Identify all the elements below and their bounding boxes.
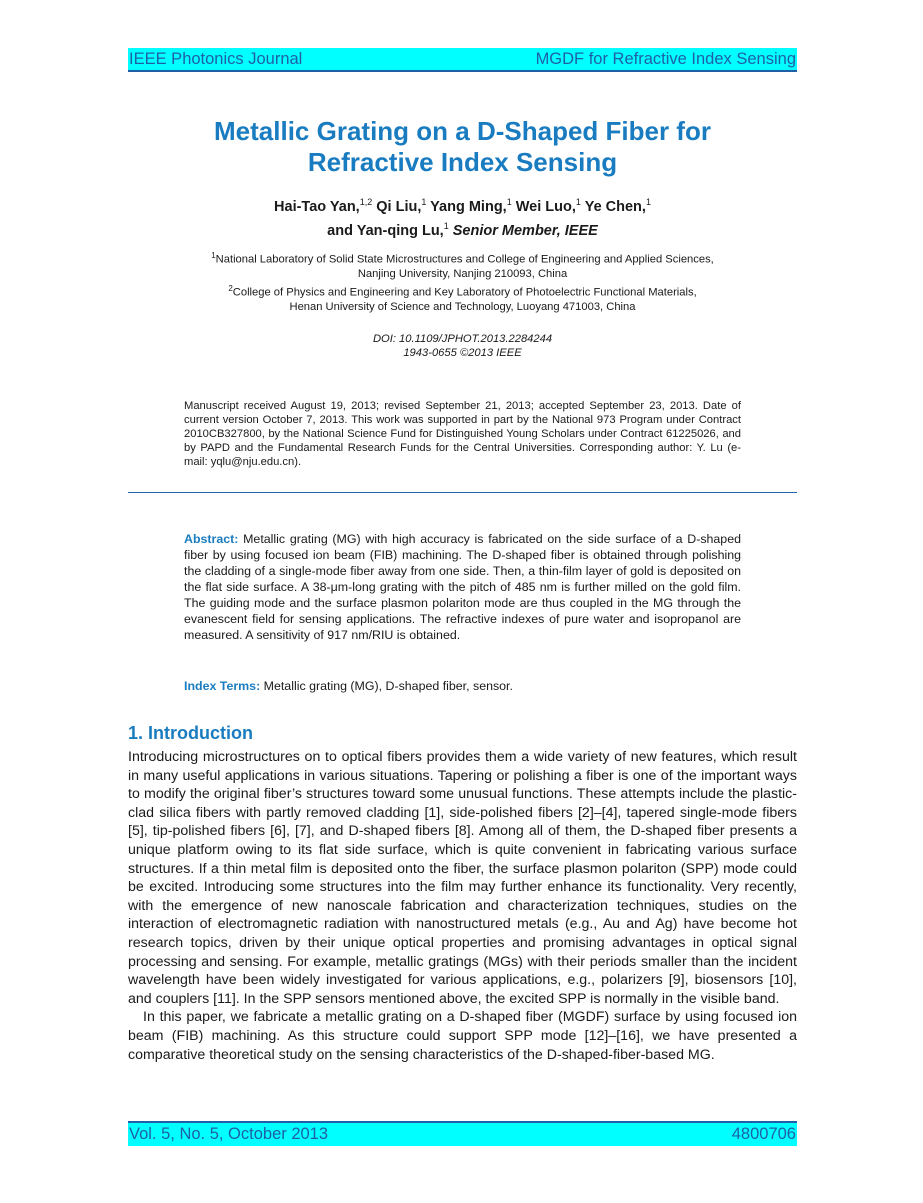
section-heading-introduction: 1. Introduction [128,723,253,743]
author-name: Hai-Tao Yan, [274,198,360,215]
affiliation-text: National Laboratory of Solid State Microstructures and College of Engineering and Applied Sciences, [215,253,714,266]
index-terms-label: Index Terms: [184,679,261,693]
paragraph: In this paper, we fabricate a metallic grating on a D-shaped fiber (MGDF) surface by using focused ion beam (FIB) machining. As this structure could support SPP mode [12]–[16], we have presented a comparative theoretical study on the sensing characteristics of the D-shaped-fiber-based MG. [128,1009,797,1063]
author-line-2 [100,217,825,241]
index-terms-text: Metallic grating (MG), D-shaped fiber, sensor. [263,679,513,693]
author-name: and Yan-qing Lu, [327,222,444,239]
affiliation-1-line-1 [120,249,805,267]
author-list [100,193,825,241]
author-name: Qi Liu, [376,198,422,215]
author-membership: Senior Member, IEEE [452,222,598,239]
affiliation-text: College of Physics and Engineering and Key Laboratory of Photoelectric Functional Materials, [232,286,697,299]
running-header [128,48,797,72]
publication-identifiers [100,332,825,360]
manuscript-note: Manuscript received August 19, 2013; revised September 21, 2013; accepted September 23, 2013. Date of current version October 7, 2013. This work was supported in part by the National 973 Program under Contract 2010CB327800, by the National Science Fund for Distinguished Young Scholars under Contract 61225026, and by PAPD and the Fundamental Research Funds for the Central Universities. Corresponding author: Y. Lu (e-mail: yqlu@nju.edu.cn). [184,400,741,468]
author-affil-mark: 1,2 [359,197,373,207]
author-name: Wei Luo, [515,198,576,215]
abstract-block [184,531,741,643]
author-affil-mark: 1 [443,220,449,231]
author-name: Ye Chen, [584,198,646,215]
author-affil-mark: 1 [575,197,581,207]
index-terms-block [184,678,741,694]
title-line-1: Metallic Grating on a D-Shaped Fiber for [214,116,711,146]
issn-copyright: 1943-0655 ©2013 IEEE [403,347,522,359]
affiliation-1-line-2: Nanjing University, Nanjing 210093, China [357,268,568,281]
introduction-body [128,748,797,1064]
author-line-1 [100,193,825,217]
section-divider [128,492,797,493]
affiliations [120,249,805,314]
page-number: 4800706 [731,1125,796,1143]
paper-title [100,116,825,178]
doi-text: DOI: 10.1109/JPHOT.2013.2284244 [372,333,553,345]
affiliation-mark: 1 [211,251,216,260]
affiliation-2-line-1 [120,282,805,300]
running-short-title: MGDF for Refractive Index Sensing [535,49,796,68]
abstract-text: Metallic grating (MG) with high accuracy is fabricated on the side surface of a D-shaped fiber by using focused ion beam (FIB) machining. The D-shaped fiber is obtained through polishing the cladding of a single-mode fiber away from one side. Then, a thin-film layer of gold is deposited on the flat side surface. A 38-μm-long grating with the pitch of 485 nm is further milled on the gold film. The guiding mode and the surface plasmon polariton mode are thus coupled in the MG through the evanescent field for sensing applications. The refractive indexes of pure water and isopropanol are measured. A sensitivity of 917 nm/RIU is obtained. [184,532,741,642]
author-affil-mark: 1 [421,197,427,207]
affiliation-2-line-2: Henan University of Science and Technology, Luoyang 471003, China [289,300,636,313]
volume-info: Vol. 5, No. 5, October 2013 [129,1125,329,1143]
author-affil-mark: 1 [506,197,512,207]
author-affil-mark: 1 [645,197,651,207]
title-line-2: Refractive Index Sensing [307,147,618,177]
affiliation-mark: 2 [228,283,233,293]
author-name: Yang Ming, [430,198,507,215]
paragraph: Introducing microstructures on to optical fibers provides them a wide variety of new features, which result in many useful applications in various situations. Tapering or polishing a fiber is one of the important ways to modify the original fiber’s structures toward some unusual functions. These attempts include the plastic-clad silica fibers with partly removed cladding [1], side-polished fibers [2]–[4], tapered single-mode fibers [5], tip-polished fibers [6], [7], and D-shaped fibers [8]. Among all of them, the D-shaped fiber presents a unique platform owing to its flat side surface, which is quite convenient in fabricating various surface structures. If a thin metal film is deposited onto the fiber, the surface plasmon polariton (SPP) mode could be excited. Introducing some structures into the film may further enhance its functionality. Very recently, with the emergence of new nanoscale fabrication and characterization techniques, studies on the interaction of electromagnetic radiation with nanostructured metals (e.g., Au and Ag) have become hot research topics, driven by their unique optical properties and promising advantages in optical signal processing and sensing. For example, metallic gratings (MGs) with their periods smaller than the incident wavelength have been widely investigated for various applications, e.g., polarizers [9], biosensors [10], and couplers [11]. In the SPP sensors mentioned above, the excited SPP is normally in the visible band. [128,749,797,1007]
abstract-label: Abstract: [184,532,239,546]
running-footer [128,1121,797,1146]
journal-name: IEEE Photonics Journal [129,49,303,68]
